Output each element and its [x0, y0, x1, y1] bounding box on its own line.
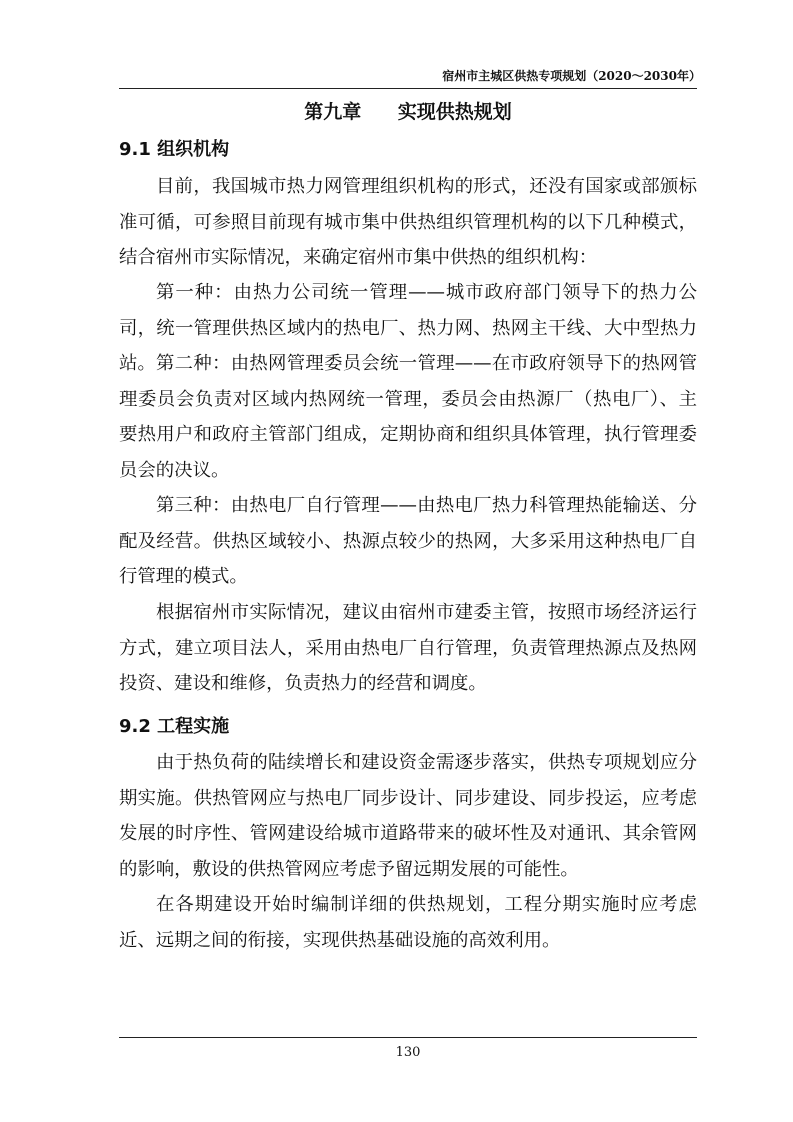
header-rule — [119, 88, 697, 89]
footer-rule — [119, 1037, 697, 1038]
paragraph: 第三种：由热电厂自行管理——由热电厂热力科管理热能输送、分配及经营。供热区域较小、热源点较少的热网，大多采用这种热电厂自行管理的模式。 — [119, 495, 697, 587]
paragraph: 目前，我国城市热力网管理组织机构的形式，还没有国家或部颁标准可循，可参照目前现有城市集中供热组织管理机构的以下几种模式，结合宿州市实际情况，来确定宿州市集中供热的组织机构： — [119, 176, 697, 268]
section-heading-9-1: 9.1 组织机构 — [119, 139, 230, 160]
running-header: 宿州市主城区供热专项规划（2020～2030年） — [442, 69, 701, 83]
page-number: 130 — [395, 1045, 421, 1060]
paragraph: 在各期建设开始时编制详细的供热规划，工程分期实施时应考虑近、远期之间的衔接，实现供热基础设施的高效利用。 — [119, 894, 697, 951]
paragraph: 根据宿州市实际情况，建议由宿州市建委主管，按照市场经济运行方式，建立项目法人，采用由热电厂自行管理，负责管理热源点及热网投资、建设和维修，负责热力的经营和调度。 — [119, 602, 697, 694]
chapter-title: 第九章 实现供热规划 — [304, 101, 512, 123]
section-heading-9-2: 9.2 工程实施 — [119, 716, 230, 737]
paragraph: 第二种：由热网管理委员会统一管理——在市政府领导下的热网管理委员会负责对区域内热网统一管理，委员会由热源厂（热电厂）、主要热用户和政府主管部门组成，定期协商和组织具体管理，执行管理委员会的决议。 — [119, 353, 697, 481]
paragraph: 第一种：由热力公司统一管理——城市政府部门领导下的热力公司，统一管理供热区域内的热电厂、热力网、热网主干线、大中型热力站。 — [119, 282, 697, 374]
paragraph: 由于热负荷的陆续增长和建设资金需逐步落实，供热专项规划应分期实施。供热管网应与热电厂同步设计、同步建设、同步投运，应考虑发展的时序性、管网建设给城市道路带来的破坏性及对通讯、其余管网的影响，敷设的供热管网应考虑予留远期发展的可能性。 — [119, 752, 697, 880]
